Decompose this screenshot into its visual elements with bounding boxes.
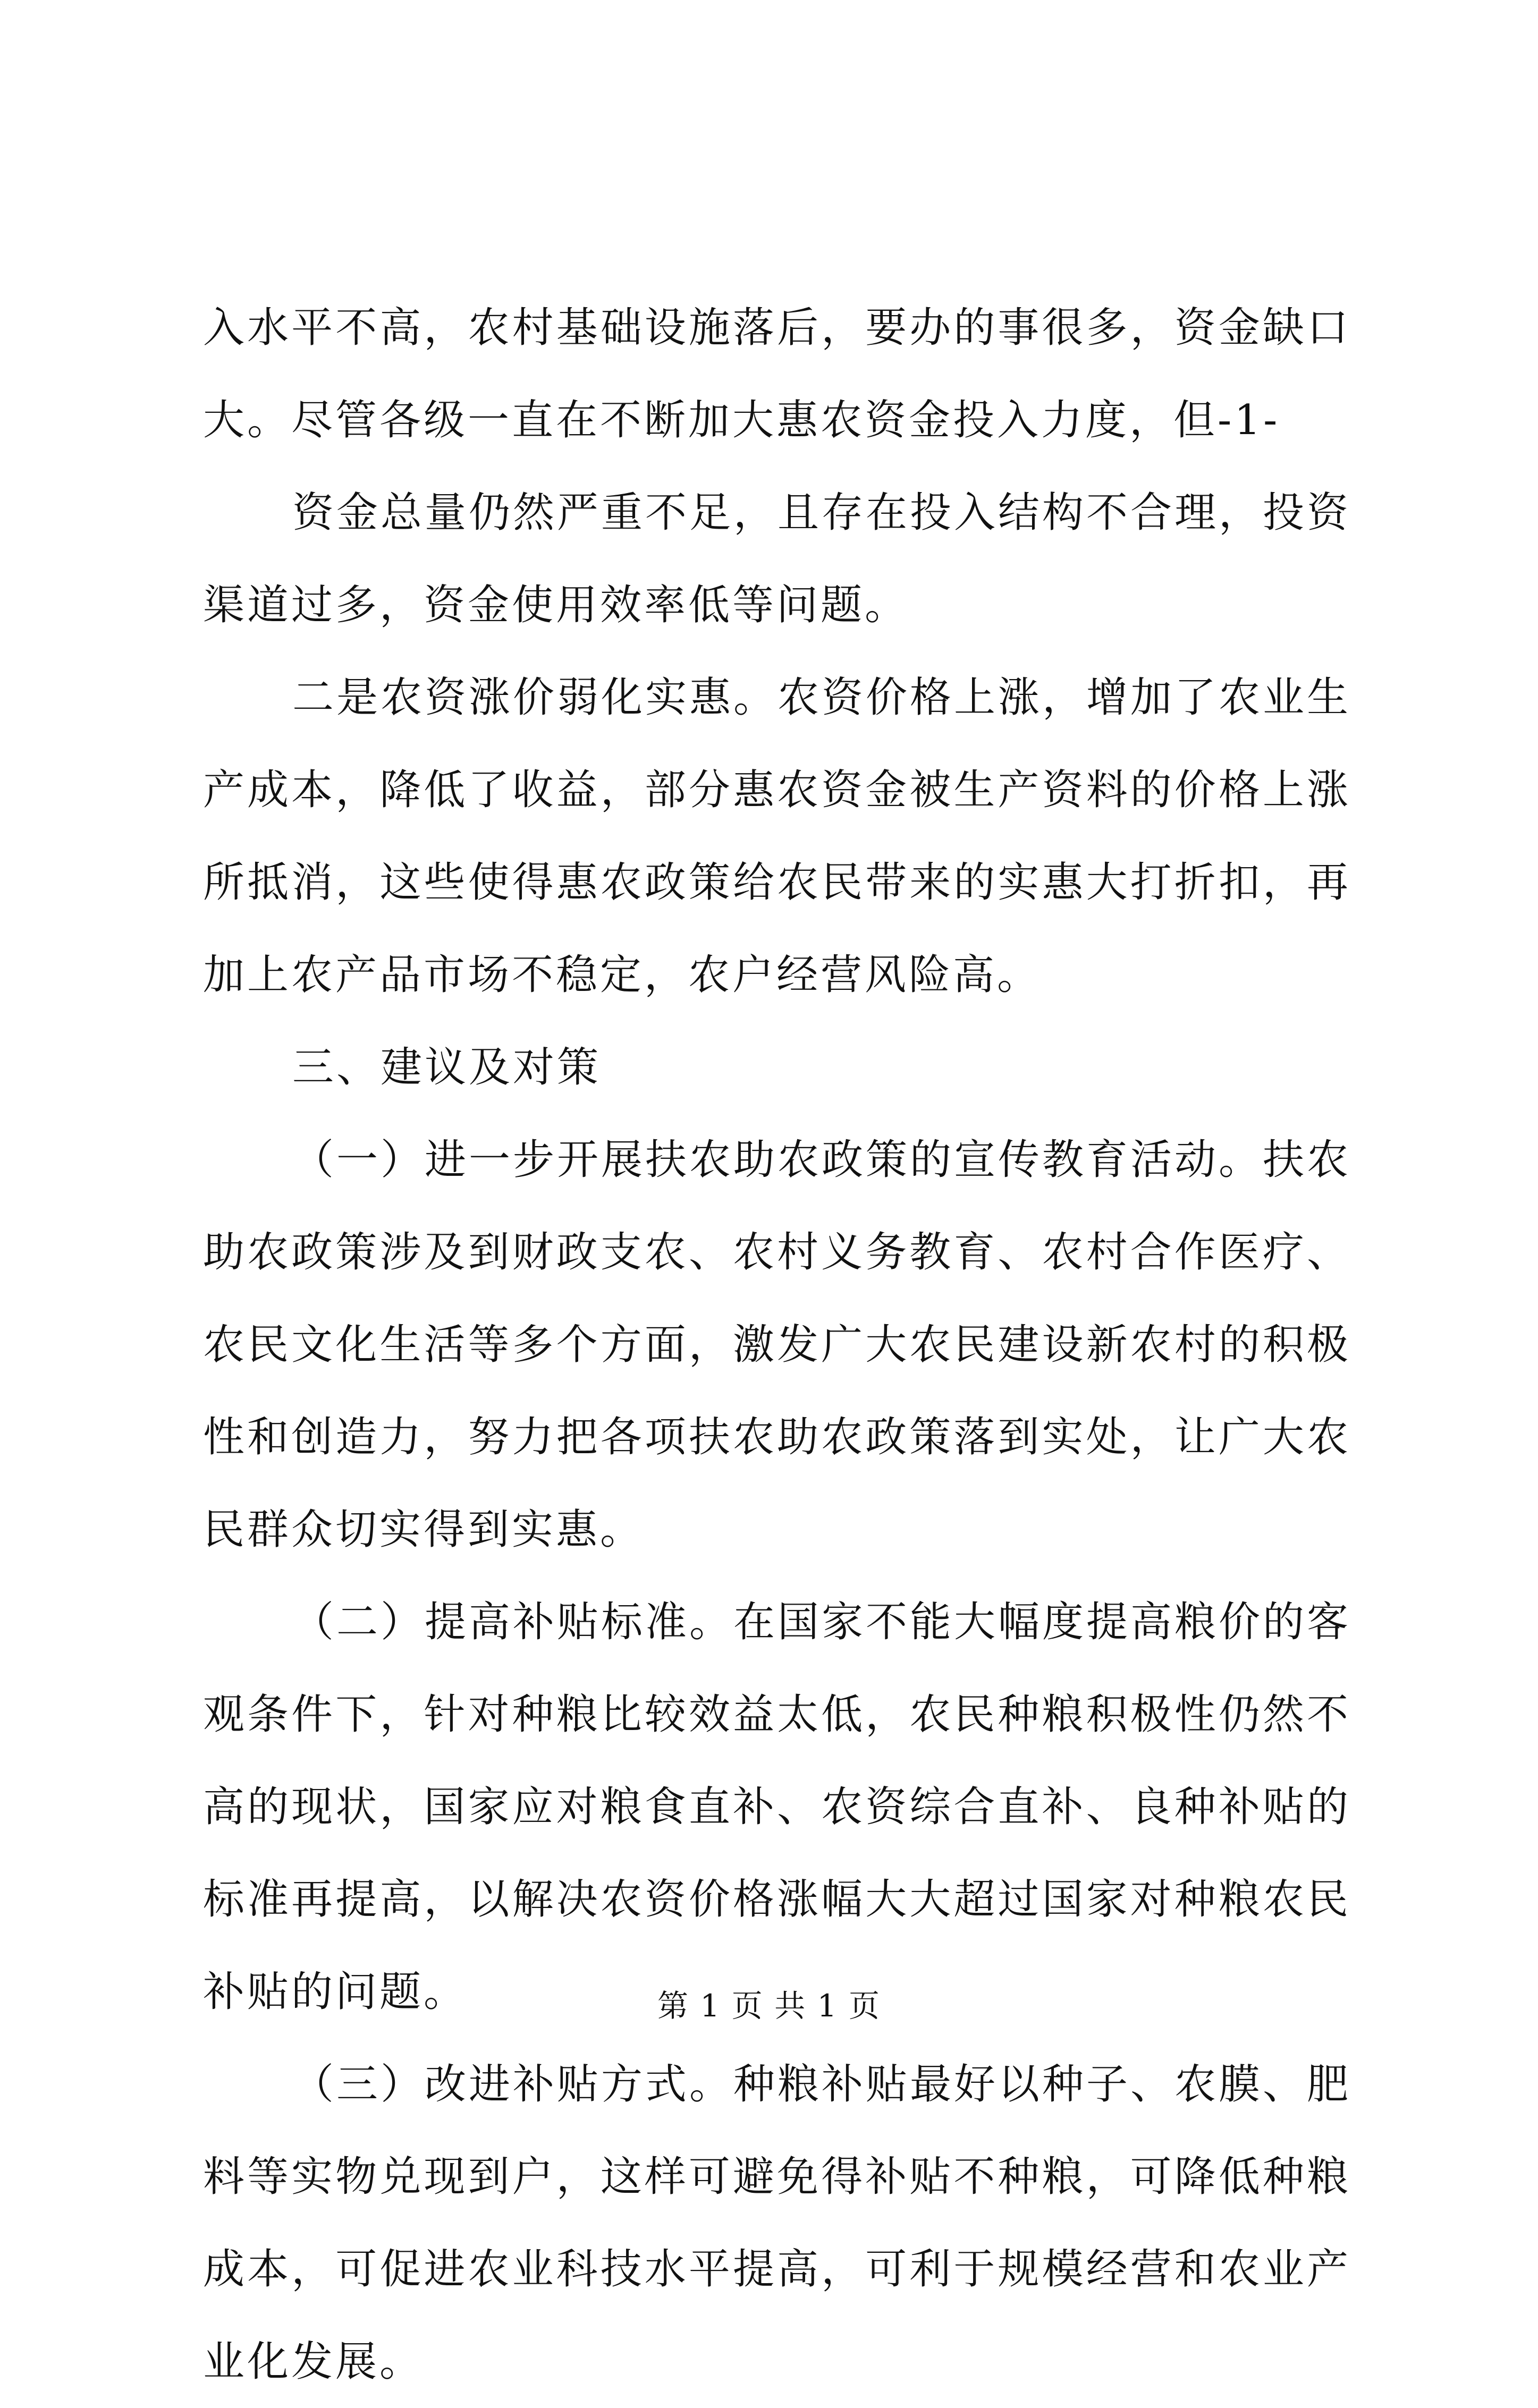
paragraph-continuation: 入水平不高，农村基础设施落后，要办的事很多，资金缺口大。尽管各级一直在不断加大惠农资金投入力度，但-1-: [203, 304, 1351, 444]
paragraph-price-rise: 二是农资涨价弱化实惠。农资价格上涨，增加了农业生产成本，降低了收益，部分惠农资金被生产资料的价格上涨所抵消，这些使得惠农政策给农民带来的实惠大打折扣，再加上农产品市场不稳定，农户经营风险高。: [203, 674, 1351, 999]
page-footer: 第 1 页 共 1 页: [657, 1988, 881, 2024]
paragraph-suggestion-2: （二）提高补贴标准。在国家不能大幅度提高粮价的客观条件下，针对种粮比较效益太低，农民种粮积极性仍然不高的现状，国家应对粮食直补、农资综合直补、良种补贴的标准再提高，以解决农资价格涨幅大大超过国家对种粮农民补贴的问题。: [203, 1598, 1351, 2016]
paragraph-suggestion-3: （三）改进补贴方式。种粮补贴最好以种子、农膜、肥料等实物兑现到户，这样可避免得补贴不种粮，可降低种粮成本，可促进农业科技水平提高，可利于规模经营和农业产业化发展。: [203, 2061, 1351, 2386]
section-heading-suggestions: 三、建议及对策: [292, 1044, 602, 1091]
paragraph-suggestion-1: （一）进一步开展扶农助农政策的宣传教育活动。扶农助农政策涉及到财政支农、农村义务教育、农村合作医疗、农民文化生活等多个方面，激发广大农民建设新农村的积极性和创造力，努力把各项扶农助农政策落到实处，让广大农民群众切实得到实惠。: [203, 1136, 1351, 1554]
paragraph-funding-shortage: 资金总量仍然严重不足，且存在投入结构不合理，投资渠道过多，资金使用效率低等问题。: [203, 489, 1351, 629]
document-body: [203, 282, 1351, 2408]
